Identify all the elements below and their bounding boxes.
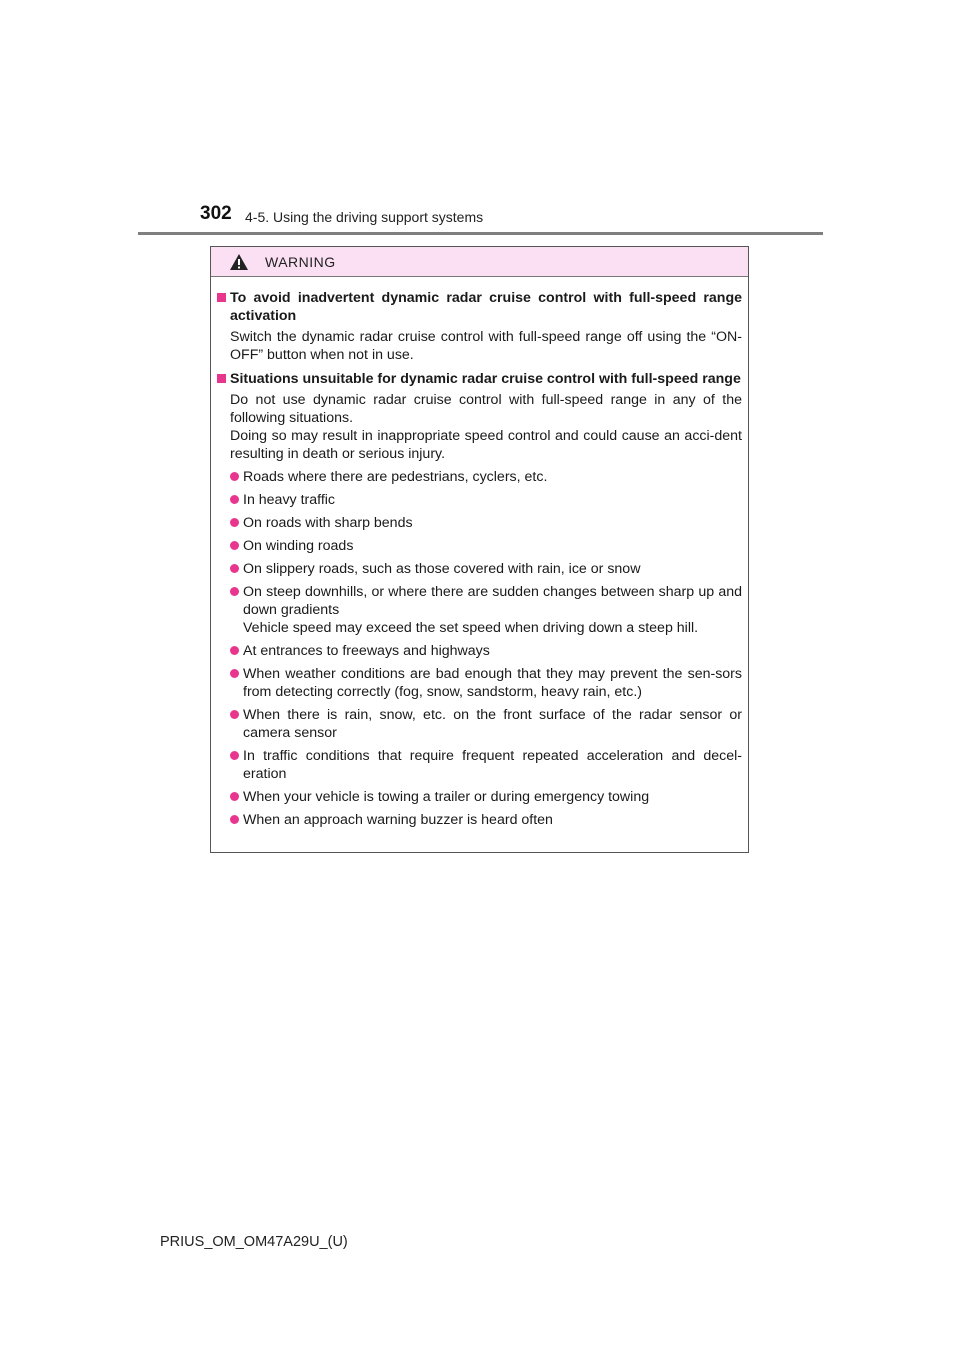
list-item-text: When your vehicle is towing a trailer or during emergency towing (243, 789, 650, 805)
section-heading-text: Situations unsuitable for dynamic radar cruise control with full-speed range (230, 371, 741, 387)
round-bullet-icon (230, 472, 239, 481)
round-bullet-icon (230, 815, 239, 824)
manual-code: PRIUS_OM_OM47A29U_(U) (160, 1234, 348, 1250)
list-item-text: On steep downhills, or where there are sudden changes between sharp up and down gradients Vehicle speed may exceed the set speed when driving down a steep hill. (243, 584, 742, 636)
list-item-text: In heavy traffic (243, 492, 336, 508)
warning-section (217, 289, 742, 364)
section-heading (217, 370, 742, 388)
round-bullet-icon (230, 792, 239, 801)
warning-box (210, 246, 749, 853)
warning-triangle-icon (229, 253, 249, 271)
bullet-list (217, 468, 742, 829)
list-item-text: When an approach warning buzzer is heard often (243, 812, 553, 828)
round-bullet-icon (230, 587, 239, 596)
round-bullet-icon (230, 518, 239, 527)
warning-section (217, 370, 742, 829)
list-item (230, 642, 742, 660)
list-item (230, 560, 742, 578)
list-item-text: On roads with sharp bends (243, 515, 413, 531)
header-divider (138, 232, 823, 235)
round-bullet-icon (230, 541, 239, 550)
list-item-text: On winding roads (243, 538, 354, 554)
list-item (230, 706, 742, 742)
section-title: 4-5. Using the driving support systems (245, 209, 484, 225)
warning-label: WARNING (265, 253, 336, 270)
list-item-text: In traffic conditions that require frequent repeated acceleration and decel-eration (243, 748, 742, 782)
list-item (230, 491, 742, 509)
square-bullet-icon (217, 374, 226, 383)
section-text: Do not use dynamic radar cruise control with full-speed range in any of the following situations. Doing so may result in inappropriate speed control and could cause an acci-dent resulting in death or serious injury. (230, 392, 742, 462)
round-bullet-icon (230, 710, 239, 719)
list-item (230, 468, 742, 486)
round-bullet-icon (230, 564, 239, 573)
square-bullet-icon (217, 293, 226, 302)
list-item (230, 514, 742, 532)
section-heading (217, 289, 742, 325)
round-bullet-icon (230, 646, 239, 655)
list-item (230, 747, 742, 783)
section-heading-text: To avoid inadvertent dynamic radar cruise control with full-speed range activation (230, 290, 742, 324)
round-bullet-icon (230, 495, 239, 504)
section-text: Switch the dynamic radar cruise control with full-speed range off using the “ON-OFF” button when not in use. (230, 329, 742, 363)
list-item (230, 788, 742, 806)
list-item-text: On slippery roads, such as those covered with rain, ice or snow (243, 561, 641, 577)
list-item-text: At entrances to freeways and highways (243, 643, 490, 659)
round-bullet-icon (230, 669, 239, 678)
list-item (230, 665, 742, 701)
list-item (230, 537, 742, 555)
list-item-text: Roads where there are pedestrians, cyclers, etc. (243, 469, 548, 485)
list-item-text: When weather conditions are bad enough that they may prevent the sen-sors from detecting correctly (fog, snow, sandstorm, heavy rain, etc.) (243, 666, 742, 700)
warning-body (211, 277, 748, 829)
page-header (0, 0, 960, 240)
list-item (230, 811, 742, 829)
page-number: 302 (200, 203, 232, 224)
list-item (230, 583, 742, 637)
list-item-text: When there is rain, snow, etc. on the front surface of the radar sensor or camera sensor (243, 707, 742, 741)
round-bullet-icon (230, 751, 239, 760)
warning-header (211, 247, 748, 277)
